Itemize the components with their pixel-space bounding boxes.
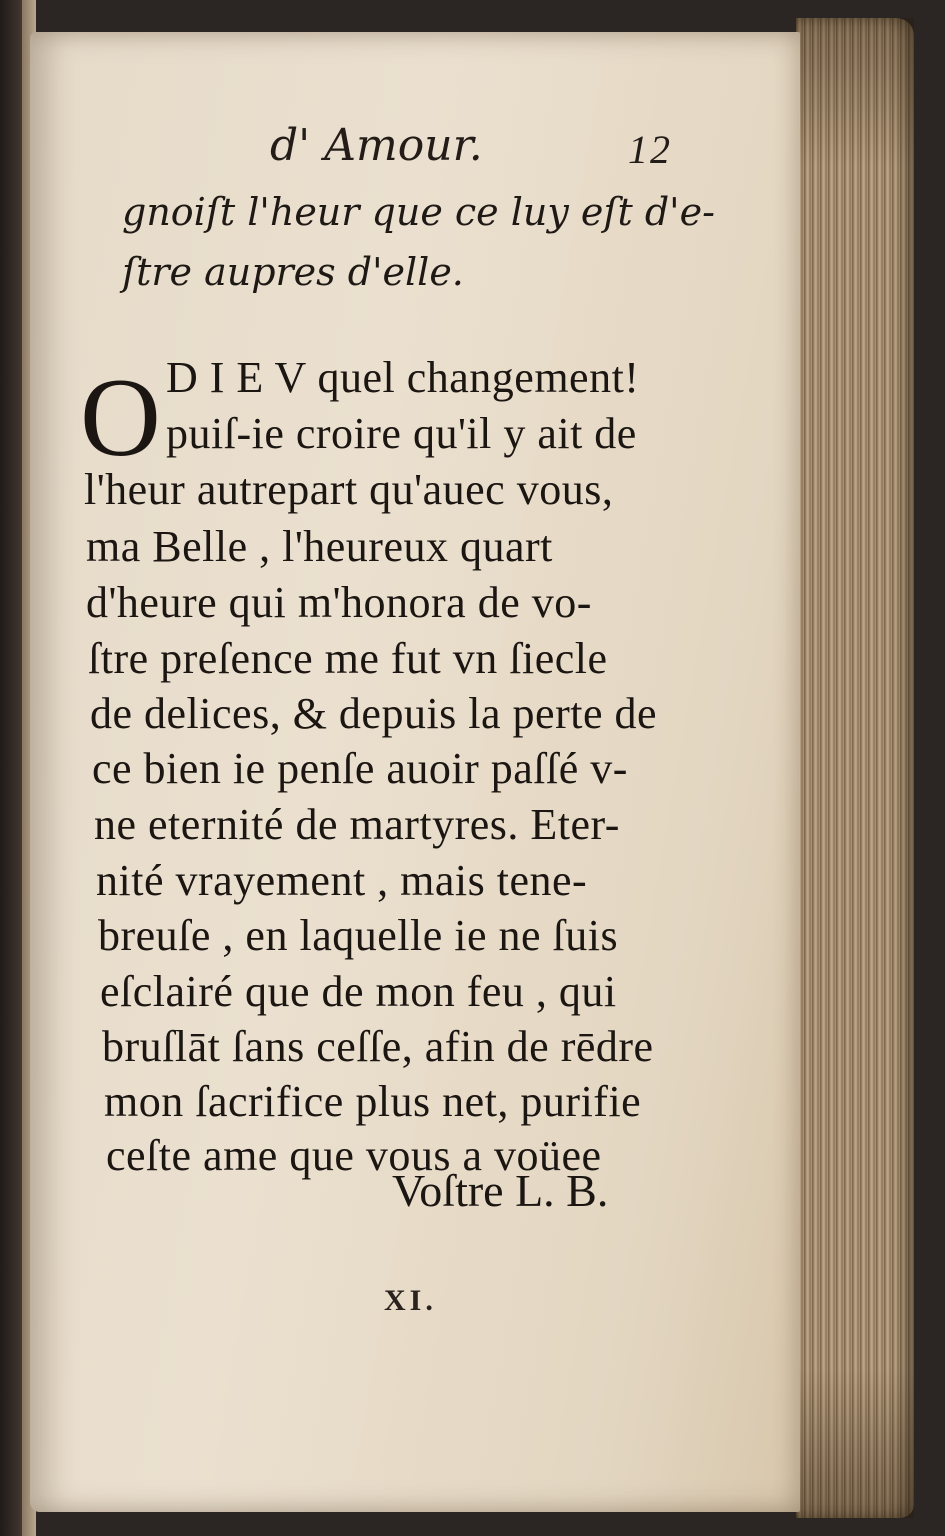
signature: Voſtre L. B. bbox=[392, 1165, 609, 1216]
letter-line: D I E V quel changement! bbox=[166, 353, 640, 402]
continued-text-line: ſtre aupres d'elle. bbox=[122, 250, 464, 294]
letter-line: mon ſacrifice plus net, purifie bbox=[104, 1077, 642, 1126]
letter-line: eſclairé que de mon feu , qui bbox=[100, 967, 617, 1016]
letter-line: l'heur autrepart qu'auec vous, bbox=[84, 465, 614, 514]
letter-line: bruſlāt ſans ceſſe, afin de rēdre bbox=[102, 1022, 654, 1071]
letter-line: ceſte ame que vous a voüee bbox=[106, 1131, 602, 1180]
letter-line: de delices, & depuis la perte de bbox=[90, 689, 658, 738]
letter-line: nité vrayement , mais tene- bbox=[96, 856, 588, 905]
letter-line: ce bien ie penſe auoir paſſé v- bbox=[92, 744, 628, 793]
page-fore-edge bbox=[796, 18, 914, 1518]
letter-line: puiſ-ie croire qu'il y ait de bbox=[166, 409, 637, 458]
letter-line: ſtre preſence me fut vn ſiecle bbox=[88, 634, 608, 683]
running-head: d' Amour. bbox=[270, 120, 483, 171]
continued-text-line: gnoiſt l'heur que ce luy eſt d'e- bbox=[122, 190, 715, 234]
next-letter-number: XI. bbox=[384, 1284, 437, 1317]
letter-line: ma Belle , l'heureux quart bbox=[86, 522, 553, 571]
letter-line: breuſe , en laquelle ie ne ſuis bbox=[98, 911, 619, 960]
letter-line: ne eternité de martyres. Eter- bbox=[94, 800, 620, 849]
page-number: 12 bbox=[628, 127, 672, 172]
drop-cap: O bbox=[80, 356, 161, 480]
letter-line: d'heure qui m'honora de vo- bbox=[86, 578, 592, 627]
